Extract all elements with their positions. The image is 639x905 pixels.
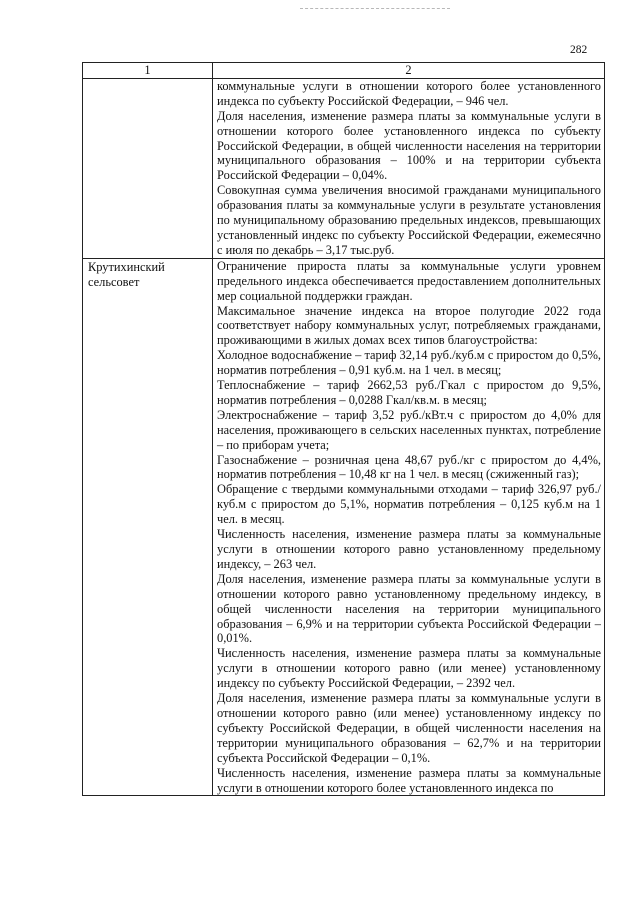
paragraph: Теплоснабжение – тариф 2662,53 руб./Гкал с приростом до 9,5%, норматив потребления – 0,0288 Гкал/кв.м. в месяц; — [217, 378, 601, 407]
municipality-cell: Крутихинский сельсовет — [83, 258, 213, 796]
paragraph: Обращение с твердыми коммунальными отходами – тариф 326,97 руб./куб.м с приростом до 5,1%, норматив потребления – 0,125 куб.м на 1 чел. в месяц. — [217, 482, 601, 527]
paragraph: Совокупная сумма увеличения вносимой гражданами муниципального образования платы за коммунальные услуги в результате установления по муниципальному образованию предельных индексов, превышающих установленный индекс по субъекту Российской Федерации, ежемесячно с июля по декабрь – 3,17 тыс.руб. — [217, 183, 601, 257]
paragraph: Численность населения, изменение размера платы за коммунальные услуги в отношении которого равно установленному предельному индексу, – 263 чел. — [217, 527, 601, 571]
tariff-table — [82, 62, 605, 796]
table-header-row — [83, 63, 605, 79]
header-col-2: 2 — [213, 63, 605, 79]
municipality-cell — [83, 78, 213, 258]
scan-edge-mark — [300, 8, 450, 9]
description-cell — [213, 78, 605, 258]
paragraph: Холодное водоснабжение – тариф 32,14 руб./куб.м с приростом до 0,5%, норматив потребления – 0,91 куб.м. на 1 чел. в месяц; — [217, 348, 601, 378]
paragraph: Максимальное значение индекса на второе полугодие 2022 года соответствует набору коммунальных услуг, потребляемых гражданами, проживающими в жилых домах всех типов благоустройства: — [217, 303, 601, 348]
header-col-1: 1 — [83, 63, 213, 79]
paragraph: Электроснабжение – тариф 3,52 руб./кВт.ч с приростом до 4,0% для населения, проживающего в сельских населенных пунктах, потребление – по приборам учета; — [217, 407, 601, 452]
paragraph: Численность населения, изменение размера платы за коммунальные услуги в отношении которого равно (или менее) установленному индексу по субъекту Российской Федерации, – 2392 чел. — [217, 646, 601, 691]
paragraph: Доля населения, изменение размера платы за коммунальные услуги в отношении которого равно установленному предельному индексу, в общей численности населения на территории муниципального образования – 6,9% и на территории субъекта Российской Федерации – 0,01%. — [217, 571, 601, 646]
paragraph: Газоснабжение – розничная цена 48,67 руб./кг с приростом до 4,4%, норматив потребления – 10,48 кг на 1 чел. в месяц (сжиженный газ); — [217, 452, 601, 482]
paragraph: Доля населения, изменение размера платы за коммунальные услуги в отношении которого равно (или менее) установленному индексу по субъекту Российской Федерации, в общей численности населения на территории муниципального образования – 62,7% и на территории субъекта Российской Федерации – 0,1%. — [217, 691, 601, 765]
table-row — [83, 258, 605, 796]
page-number: 282 — [570, 44, 588, 56]
paragraph: Численность населения, изменение размера платы за коммунальные услуги в отношении которого более установленного индекса по — [217, 765, 601, 795]
description-cell — [213, 258, 605, 796]
paragraph: коммунальные услуги в отношении которого более установленного индекса по субъекту Российской Федерации, – 946 чел. — [217, 78, 601, 108]
paragraph: Доля населения, изменение размера платы за коммунальные услуги в отношении которого более установленного индекса по субъекту Российской Федерации, в общей численности населения на территории муниципального образования – 100% и на территории субъекта Российской Федерации – 0,04%. — [217, 108, 601, 183]
table-row — [83, 78, 605, 258]
paragraph: Ограничение прироста платы за коммунальные услуги уровнем предельного индекса обеспечивается предоставлением дополнительных мер социальной поддержки граждан. — [217, 258, 601, 303]
